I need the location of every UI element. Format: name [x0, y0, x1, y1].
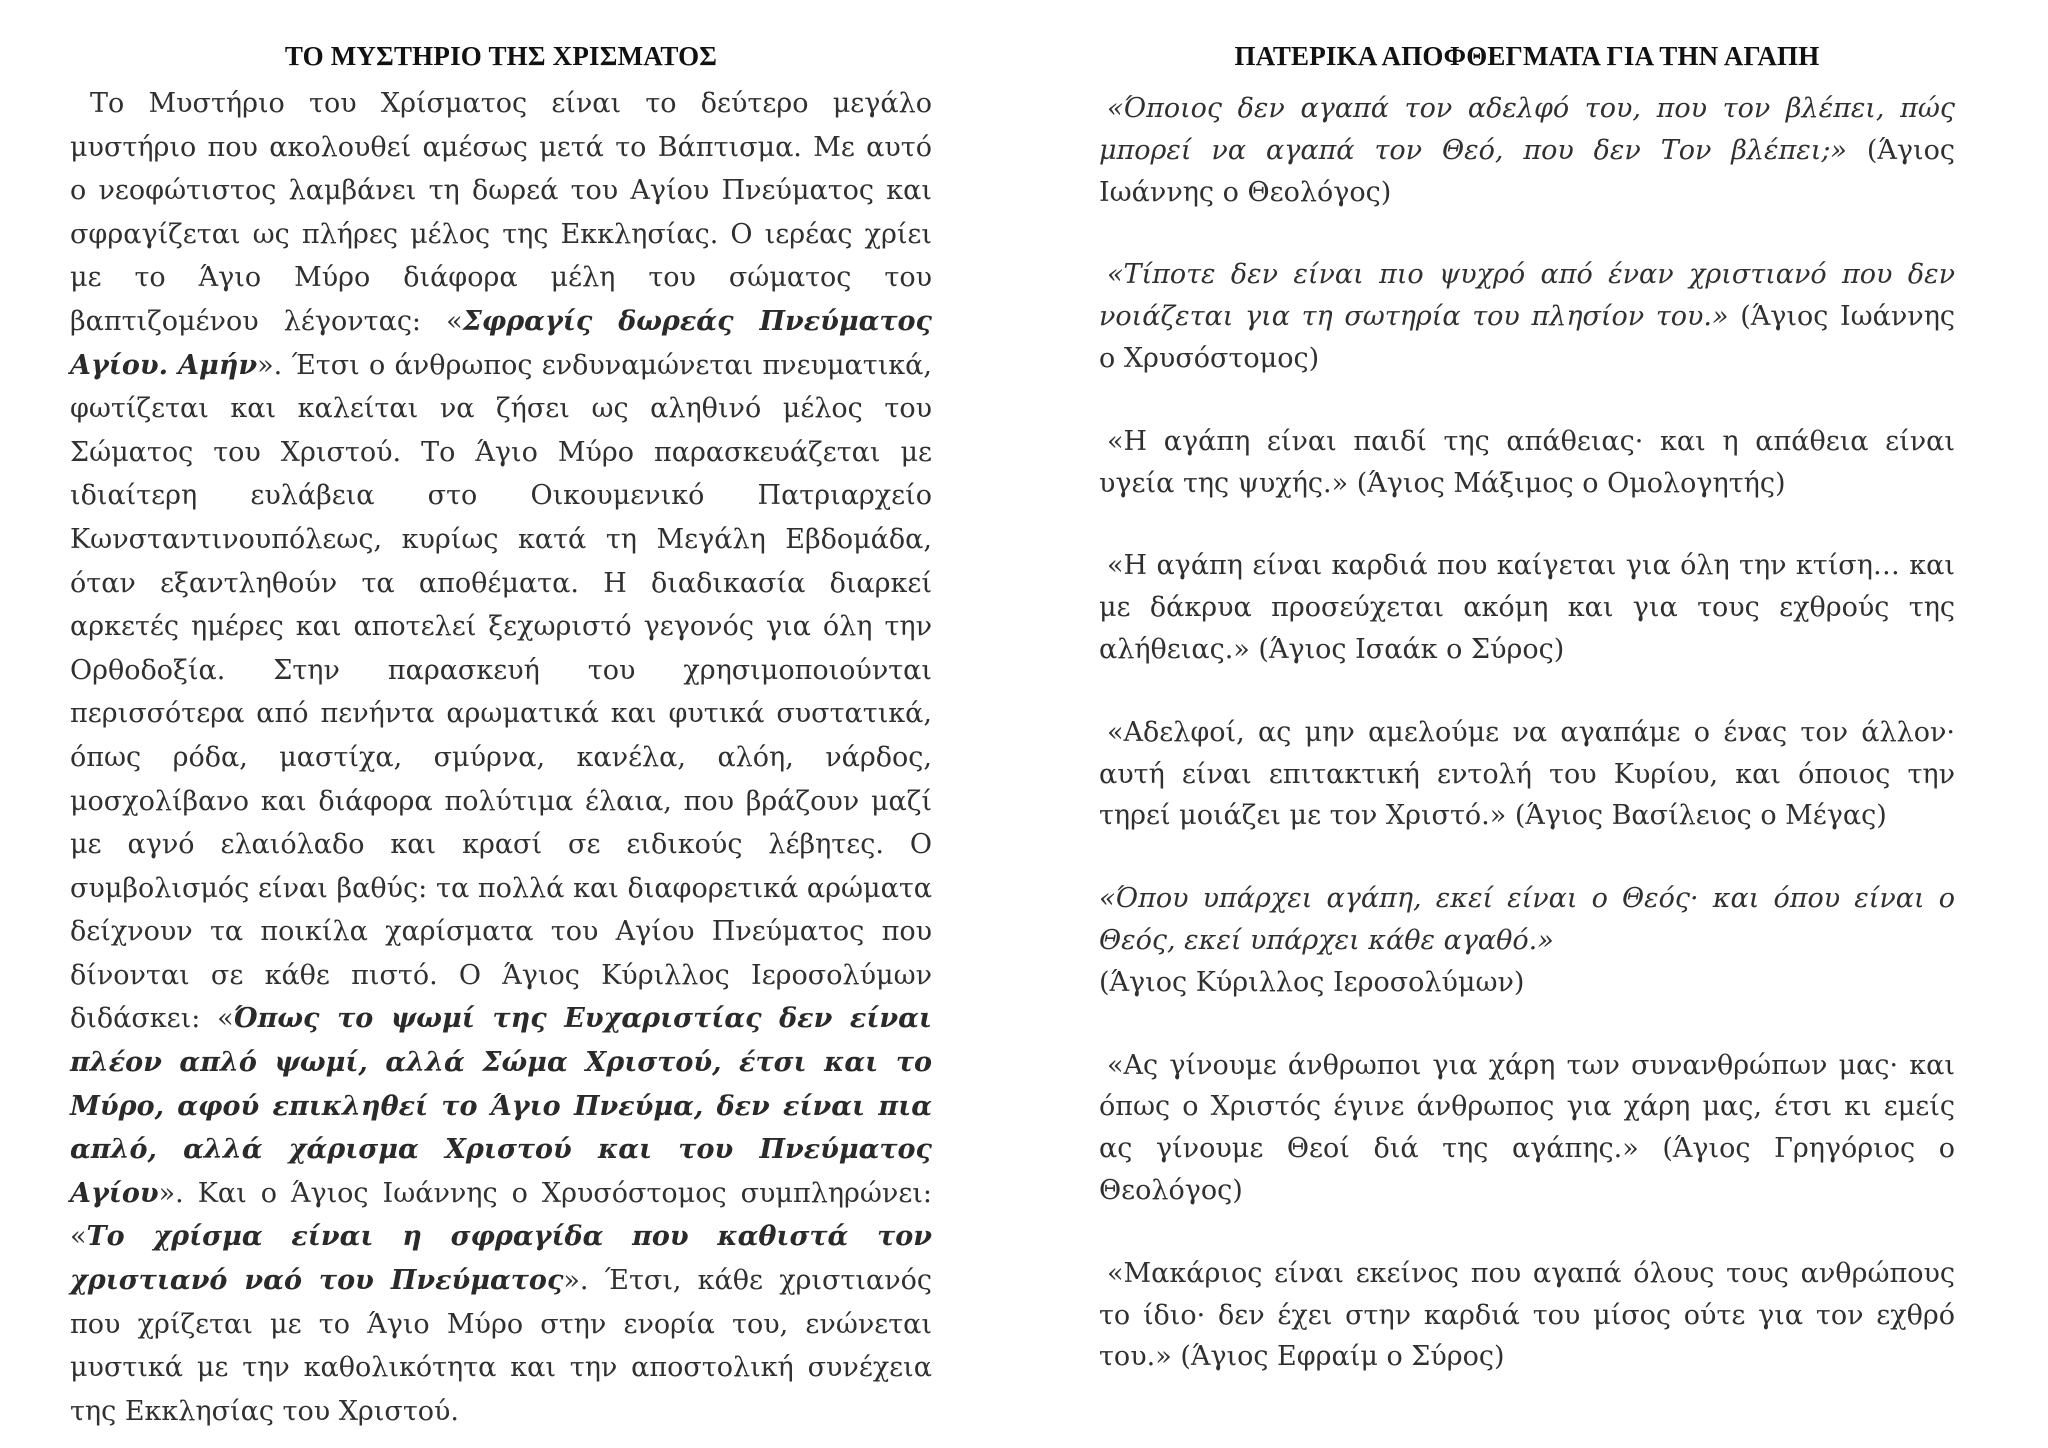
quote-3-text: «Η αγάπη είναι παιδί της απάθειας· και η απάθεια είναι υγεία της ψυχής.»: [1099, 425, 1955, 499]
quote-4: [1099, 545, 1955, 670]
quote-5: [1099, 712, 1955, 837]
quote-1: [1099, 88, 1955, 213]
quote-5-text: «Αδελφοί, ας μην αμελούμε να αγαπάμε ο ένας τον άλλον· αυτή είναι επιτακτική εντολή του Κυρίου, και όποιος την τηρεί μοιάζει με τον Χριστό.»: [1099, 716, 1955, 832]
quote-1-text: «Όποιος δεν αγαπά τον αδελφό του, που τον βλέπει, πώς μπορεί να αγαπά τον Θεό, που δεν Τον βλέπει;»: [1099, 93, 1955, 166]
quote-7: [1099, 1045, 1955, 1212]
left-column: [70, 38, 932, 1433]
article-part-1: Το Μυστήριο του Χρίσματος είναι το δεύτερο μεγάλο μυστήριο που ακολουθεί αμέσως μετά το Βάπτισμα. Με αυτό ο νεοφώτιστος λαμβάνει τη δωρεά του Αγίου Πνεύματος και σφραγίζεται ως πλήρες μέλος της Εκκλησίας. Ο ιερέας χρίει με το Άγιο Μύρο διάφορα μέλη του σώματος του βαπτιζομένου λέγοντας: «: [70, 88, 932, 337]
quote-2-source: (Άγιος Ιωάννης ο Χρυσόστομος): [1099, 301, 1955, 374]
article-part-3: ». Και ο Άγιος Ιωάννης ο Χρυσόστομος συμπληρώνει: «: [70, 1177, 932, 1253]
article-quote-1: Σφραγίς δωρεάς Πνεύματος Αγίου. Αμήν: [70, 305, 932, 381]
quote-6-source: (Άγιος Κύριλλος Ιεροσολύμων): [1099, 966, 1525, 998]
quote-6-text: «Όπου υπάρχει αγάπη, εκεί είναι ο Θεός· και όπου είναι ο Θεός, εκεί υπάρχει κάθε αγαθό.»: [1099, 883, 1955, 956]
left-heading: ΤΟ ΜΥΣΤΗΡΙΟ ΤΗΣ ΧΡΙΣΜΑΤΟΣ: [284, 41, 718, 71]
quote-3: [1099, 421, 1955, 505]
quote-1-source: (Άγιος Ιωάννης ο Θεολόγος): [1099, 134, 1955, 208]
chrism-article-text: [70, 82, 932, 1433]
quote-3-source: (Άγιος Μάξιμος ο Ομολογητής): [1356, 467, 1786, 499]
article-part-2: ». Έτσι ο άνθρωπος ενδυναμώνεται πνευματικά, φωτίζεται και καλείται να ζήσει ως αληθινό μέλος του Σώματος του Χριστού. Το Άγιο Μύρο παρασκευάζεται με ιδιαίτερη ευλάβεια στο Οικουμενικό Πατριαρχείο Κωνσταντινουπόλεως, κυρίως κατά τη Μεγάλη Εβδομάδα, όταν εξαντληθούν τα αποθέματα. Η διαδικασία διαρκεί αρκετές ημέρες και αποτελεί ξεχωριστό γεγονός για όλη την Ορθοδοξία. Στην παρασκευή του χρησιμοποιούνται περισσότερα από πενήντα αρωματικά και φυτικά συστατικά, όπως ρόδα, μαστίχα, σμύρνα, κανέλα, αλόη, νάρδος, μοσχολίβανο και διάφορα πολύτιμα έλαια, που βράζουν μαζί με αγνό ελαιόλαδο και κρασί σε ειδικούς λέβητες. Ο συμβολισμός είναι βαθύς: τα πολλά και διαφορετικά αρώματα δείχνουν τα ποικίλα χαρίσματα του Αγίου Πνεύματος που δίνονται σε κάθε πιστό. Ο Άγιος Κύριλλος Ιεροσολύμων διδάσκει: «: [70, 349, 932, 1035]
quote-2-text: «Τίποτε δεν είναι πιο ψυχρό από έναν χριστιανό που δεν νοιάζεται για τη σωτηρία του πλησίον του.»: [1099, 259, 1955, 333]
quote-4-text: «Η αγάπη είναι καρδιά που καίγεται για όλη την κτίση… και με δάκρυα προσεύχεται ακόμη και για τους εχθρούς της αλήθειας.»: [1099, 550, 1955, 665]
quote-4-source: (Άγιος Ισαάκ ο Σύρος): [1258, 633, 1565, 665]
quote-7-source: (Άγιος Γρηγόριος ο Θεολόγος): [1099, 1133, 1955, 1206]
quote-6: [1099, 878, 1955, 1003]
quote-7-text: «Ας γίνουμε άνθρωποι για χάρη των συνανθρώπων μας· και όπως ο Χριστός έγινε άνθρωπος για χάρη μας, έτσι κι εμείς ας γίνουμε Θεοί διά της αγάπης.»: [1099, 1049, 1955, 1165]
right-column: [1099, 38, 1955, 1419]
quote-8: [1099, 1253, 1955, 1378]
quote-8-text: «Μακάριος είναι εκείνος που αγαπά όλους τους ανθρώπους το ίδιο· δεν έχει στην καρδιά του μίσος ούτε για τον εχθρό του.»: [1099, 1257, 1955, 1373]
quote-2: [1099, 254, 1955, 379]
right-heading: ΠΑΤΕΡΙΚΑ ΑΠΟΦΘΕΓΜΑΤΑ ΓΙΑ ΤΗΝ ΑΓΑΠΗ: [1234, 41, 1820, 71]
quote-5-source: (Άγιος Βασίλειος ο Μέγας): [1514, 800, 1887, 832]
article-quote-3: Το χρίσμα είναι η σφραγίδα που καθιστά τον χριστιανό ναό του Πνεύματος: [70, 1221, 932, 1297]
quote-8-source: (Άγιος Εφραίμ ο Σύρος): [1180, 1341, 1505, 1373]
article-part-4: ». Έτσι, κάθε χριστιανός που χρίζεται με το Άγιο Μύρο στην ενορία του, ενώνεται μυστικά με την καθολικότητα και την αποστολική συνέχεια της Εκκλησίας του Χριστού.: [70, 1265, 932, 1427]
article-quote-2: Όπως το ψωμί της Ευχαριστίας δεν είναι πλέον απλό ψωμί, αλλά Σώμα Χριστού, έτσι και το Μύρο, αφού επικληθεί το Άγιο Πνεύμα, δεν είναι πια απλό, αλλά χάρισμα Χριστού και του Πνεύματος Αγίου: [70, 1003, 932, 1209]
